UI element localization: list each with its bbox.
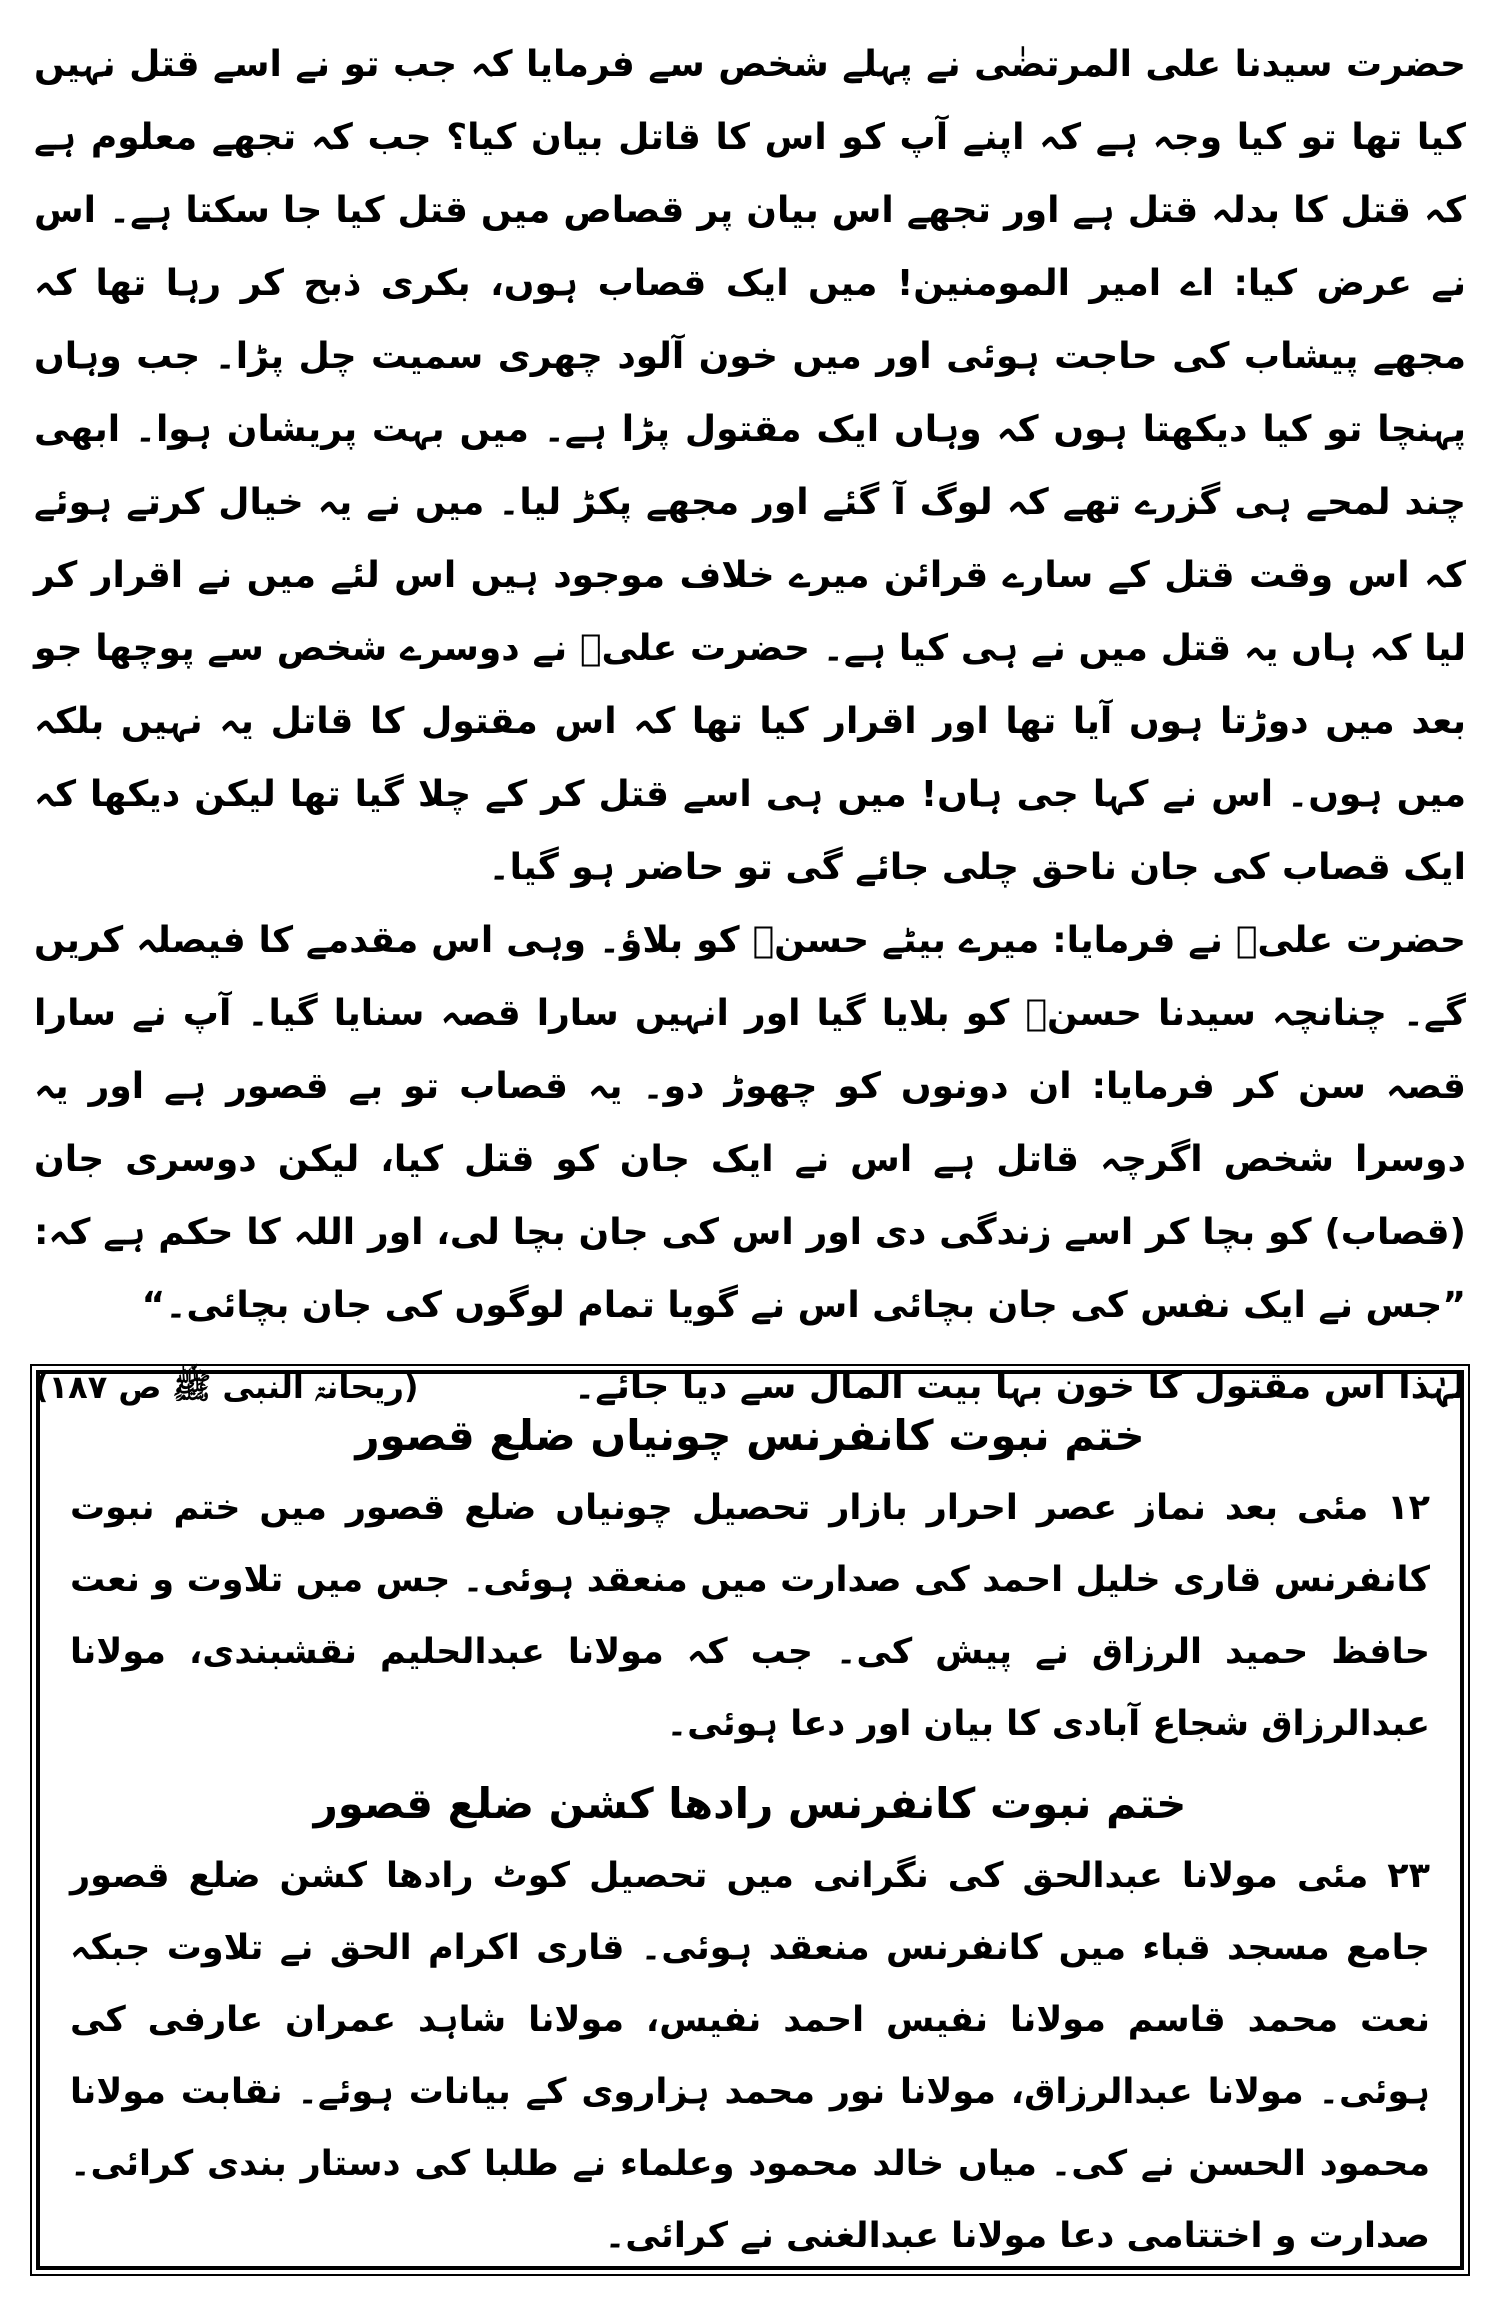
news-box bbox=[36, 1370, 1464, 2270]
source-reference: (ریحانۃ النبی ﷺ ص ۱۸۷) bbox=[34, 1368, 419, 1406]
news-body-1: ۱۲ مئی بعد نماز عصر احرار بازار تحصیل چونیاں ضلع قصور میں ختم نبوت کانفرنس قاری خلیل احمد کی صدارت میں منعقد ہوئی۔ جس میں تلاوت و نعت حافظ حمید الرزاق نے پیش کی۔ جب کہ مولانا عبدالحلیم نقشبندی، مولانا عبدالرزاق شجاع آبادی کا بیان اور دعا ہوئی۔ bbox=[70, 1488, 1430, 1744]
news-title-1: ختم نبوت کانفرنس چونیاں ضلع قصور bbox=[355, 1411, 1145, 1460]
article-paragraph-2: حضرت علیؓ نے فرمایا: میرے بیٹے حسنؓ کو بلاؤ۔ وہی اس مقدمے کا فیصلہ کریں گے۔ چنانچہ سیدنا حسنؓ کو بلایا گیا اور انہیں سارا قصہ سنایا گیا۔ آپ نے سارا قصہ سن کر فرمایا: ان دونوں کو چھوڑ دو۔ یہ قصاب تو بے قصور ہے اور یہ دوسرا شخص اگرچہ قاتل ہے اس نے ایک جان کو قتل کیا، لیکن دوسری جان (قصاب) کو بچا کر اسے زندگی دی اور اس کی جان بچا لی، اور اللہ کا حکم ہے کہ: ”جس نے ایک نفس کی جان بچائی اس نے گویا تمام لوگوں کی جان بچائی۔“ bbox=[34, 920, 1466, 1326]
closing-sentence: لہٰذا اس مقتول کا خون بہا بیت المال سے دیا جائے۔ bbox=[574, 1366, 1466, 1407]
article-paragraph-1: حضرت سیدنا علی المرتضٰی نے پہلے شخص سے فرمایا کہ جب تو نے اسے قتل نہیں کیا تھا تو کیا وجہ ہے کہ اپنے آپ کو اس کا قاتل بیان کیا؟ جب کہ تجھے معلوم ہے کہ قتل کا بدلہ قتل ہے اور تجھے اس بیان پر قصاص میں قتل کیا جا سکتا ہے۔ اس نے عرض کیا: اے امیر المومنین! میں ایک قصاب ہوں، بکری ذبح کر رہا تھا کہ مجھے پیشاب کی حاجت ہوئی اور میں خون آلود چھری سمیت چل پڑا۔ جب وہاں پہنچا تو کیا دیکھتا ہوں کہ وہاں ایک مقتول پڑا ہے۔ میں بہت پریشان ہوا۔ ابھی چند لمحے ہی گزرے تھے کہ لوگ آ گئے اور مجھے پکڑ لیا۔ میں نے یہ خیال کرتے ہوئے کہ اس وقت قتل کے سارے قرائن میرے خلاف موجود ہیں اس لئے میں نے اقرار کر لیا کہ ہاں یہ قتل میں نے ہی کیا ہے۔ حضرت علیؓ نے دوسرے شخص سے پوچھا جو بعد میں دوڑتا ہوں آیا تھا اور اقرار کیا تھا کہ اس مقتول کا قاتل یہ نہیں بلکہ میں ہوں۔ اس نے کہا جی ہاں! میں ہی اسے قتل کر کے چلا گیا تھا لیکن دیکھا کہ ایک قصاب کی جان ناحق چلی جائے گی تو حاضر ہو گیا۔ bbox=[34, 44, 1466, 888]
news-title-2: ختم نبوت کانفرنس رادھا کشن ضلع قصور bbox=[313, 1779, 1187, 1828]
article bbox=[34, 28, 1466, 1424]
news-body-2: ۲۳ مئی مولانا عبدالحق کی نگرانی میں تحصیل کوٹ رادھا کشن ضلع قصور جامع مسجد قباء میں کانفرنس منعقد ہوئی۔ قاری اکرام الحق نے تلاوت جبکہ نعت محمد قاسم مولانا نفیس احمد نفیس، مولانا شاہد عمران عارفی کی ہوئی۔ مولانا عبدالرزاق، مولانا نور محمد ہزاروی کے بیانات ہوئے۔ نقابت مولانا محمود الحسن نے کی۔ میاں خالد محمود وعلماء نے طلبا کی دستار بندی کرائی۔ صدارت و اختتامی دعا مولانا عبدالغنی نے کرائی۔ bbox=[70, 1856, 1430, 2256]
